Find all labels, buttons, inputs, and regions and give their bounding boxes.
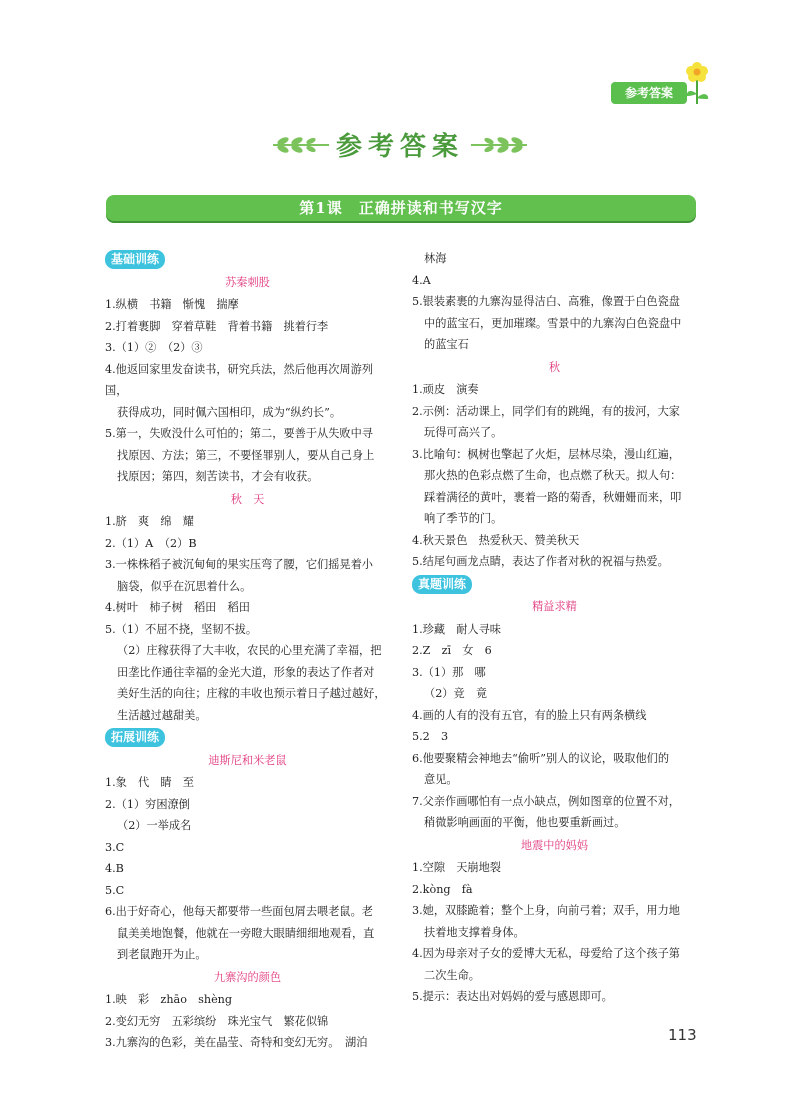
answer-line: 获得成功，同时佩六国相印，成为“纵约长”。 xyxy=(117,405,342,419)
answer-line: 鼠美美地饱餐，他就在一旁瞪大眼睛细细地观看，直 xyxy=(117,926,375,940)
answer-line: 2.Z zī 女 6 xyxy=(412,644,492,657)
answer-line: 踩着满径的黄叶，裹着一路的菊香，秋姗姗而来，叩 xyxy=(424,490,682,504)
answer-line: （2）庄稼获得了大丰收，农民的心里充满了幸福，把 xyxy=(117,644,382,657)
answer-line: 4.因为母亲对子女的爱博大无私，母爱给了这个孩子第 xyxy=(412,947,680,960)
answer-line: 3.C xyxy=(105,840,125,854)
answer-line: 2.打着裹脚 穿着草鞋 背着书籍 挑着行李 xyxy=(105,319,329,333)
answer-line: 2.kòng fà xyxy=(412,882,473,896)
answer-line: 5.C xyxy=(105,883,125,897)
answer-line: 二次生命。 xyxy=(424,968,480,982)
answer-line: 3.九寨沟的色彩，美在晶莹、奇特和变幻无穷。 湖泊 xyxy=(105,1036,368,1049)
answer-line: 1.珍藏 耐人寻味 xyxy=(412,622,501,636)
answer-line: 1.脐 爽 绵 耀 xyxy=(105,515,194,528)
answer-line: 林海 xyxy=(424,252,447,265)
answer-line: 2.（1）A （2）B xyxy=(105,536,197,550)
answer-line: 3.她，双膝跪着；整个上身，向前弓着；双手，用力地 xyxy=(412,904,680,917)
answer-line: 意见。 xyxy=(424,773,458,786)
page-title: 参考答案 xyxy=(335,132,464,162)
answer-line: 3.比喻句：枫树也擎起了火炬，层林尽染，漫山红遍， xyxy=(412,447,680,461)
answer-line: 5.（1）不屈不挠，坚韧不拔。 xyxy=(105,622,258,636)
answer-line: 那火热的色彩点燃了生命，也点燃了秋天。拟人句： xyxy=(424,469,682,482)
subtitle-autumn: 秋 天 xyxy=(230,492,265,506)
answer-line: 2.示例：活动课上，同学们有的跳绳，有的拔河，大家 xyxy=(412,404,680,418)
answer-line: 4.A xyxy=(412,273,431,287)
answer-line: 响了季节的门。 xyxy=(424,512,503,525)
answer-badge: 参考答案 xyxy=(611,82,687,104)
answer-line: 脑袋，似乎在沉思着什么。 xyxy=(117,579,252,593)
answer-line: 4.树叶 柿子树 稻田 稻田 xyxy=(105,601,250,614)
subtitle-jiuzhaigou: 九寨沟的颜色 xyxy=(213,970,282,984)
answer-line: 的蓝宝石 xyxy=(424,338,469,351)
answer-line: （2）一举成名 xyxy=(117,819,192,832)
answer-line: 中的蓝宝石，更加璀璨。雪景中的九寨沟白色瓷盘中 xyxy=(424,316,682,330)
answer-line: 5.提示：表达出对妈妈的爱与感恩即可。 xyxy=(412,990,613,1003)
subtitle-jingyiqiujing: 精益求精 xyxy=(532,600,577,613)
leaf-deco-right-icon xyxy=(469,135,529,155)
answer-line: 3.一株株稻子被沉甸甸的果实压弯了腰，它们摇晃着小 xyxy=(105,558,373,571)
answer-line: 3.（1）② （2）③ xyxy=(105,341,203,354)
answer-line: 6.出于好奇心，他每天都要带一些面包屑去喂老鼠。老 xyxy=(105,905,373,918)
subtitle-qiu: 秋 xyxy=(548,360,561,374)
answer-line: 2.变幻无穷 五彩缤纷 珠光宝气 繁花似锦 xyxy=(105,1014,329,1028)
answer-line: 2.（1）穷困潦倒 xyxy=(105,797,190,811)
answer-line: 1.象 代 睛 至 xyxy=(105,776,194,789)
answer-line: （2）竞 竟 xyxy=(424,687,488,700)
answer-line: 5.银装素裹的九寨沟显得洁白、高雅，像置于白色瓷盘 xyxy=(412,295,680,308)
answer-line: 美好生活的向往；庄稼的丰收也预示着日子越过越好， xyxy=(117,687,386,700)
page-title-row xyxy=(0,126,800,163)
answer-line: 田垄比作通往幸福的金光大道，形象的表达了作者对 xyxy=(117,665,375,679)
answer-line: 玩得可高兴了。 xyxy=(424,426,503,439)
answer-line: 4.画的人有的没有五官，有的脸上只有两条横线 xyxy=(412,708,647,722)
section-tag-extend: 拓展训练 xyxy=(105,728,165,747)
answer-line: 到老鼠跑开为止。 xyxy=(117,948,207,961)
answer-line: 1.映 彩 zhāo shèng xyxy=(105,993,233,1006)
answer-line: 找原因；第四，刻苦读书，才会有收获。 xyxy=(117,470,319,483)
lesson-title-bar: 第1课 正确拼读和书写汉字 xyxy=(106,195,696,221)
answer-line: 1.空隙 天崩地裂 xyxy=(412,861,501,874)
answer-line: 7.父亲作画哪怕有一点小缺点，例如图章的位置不对， xyxy=(412,794,680,808)
answer-line: 6.他要聚精会神地去“偷听”别人的议论，吸取他们的 xyxy=(412,751,670,765)
answer-line: 1.纵横 书籍 惭愧 揣摩 xyxy=(105,298,239,311)
flower-icon xyxy=(682,58,712,106)
answer-line: 5.结尾句画龙点睛，表达了作者对秋的祝福与热爱。 xyxy=(412,555,669,568)
section-tag-exam: 真题训练 xyxy=(412,575,472,594)
answer-line: 生活越过越甜美。 xyxy=(117,708,207,722)
answer-line: 稍微影响画面的平衡，他也要重新画过。 xyxy=(424,816,626,829)
right-column xyxy=(412,248,697,1008)
section-tag-basic: 基础训练 xyxy=(105,250,165,269)
leaf-deco-left-icon xyxy=(271,135,331,155)
answer-line: 3.（1）那 哪 xyxy=(412,665,486,679)
answer-line: 4.他返回家里发奋读书，研究兵法，然后他再次周游列国， xyxy=(105,362,373,397)
left-column xyxy=(105,248,390,1054)
answer-line: 1.顽皮 演奏 xyxy=(412,383,479,396)
answer-line: 5.2 3 xyxy=(412,730,449,743)
subtitle-earthquake-mother: 地震中的妈妈 xyxy=(520,838,589,852)
answer-line: 4.B xyxy=(105,862,124,875)
answer-line: 5.第一，失败没什么可怕的；第二，要善于从失败中寻 xyxy=(105,427,373,440)
subtitle-suqin: 苏秦刺股 xyxy=(225,275,270,289)
subtitle-disney: 迪斯尼和米老鼠 xyxy=(208,753,287,767)
page-number: 113 xyxy=(668,1026,697,1044)
answer-line: 找原因、方法；第三，不要怪罪别人，要从自己身上 xyxy=(117,448,375,462)
answer-line: 扶着地支撑着身体。 xyxy=(424,925,525,939)
answer-line: 4.秋天景色 热爱秋天、赞美秋天 xyxy=(412,533,580,547)
